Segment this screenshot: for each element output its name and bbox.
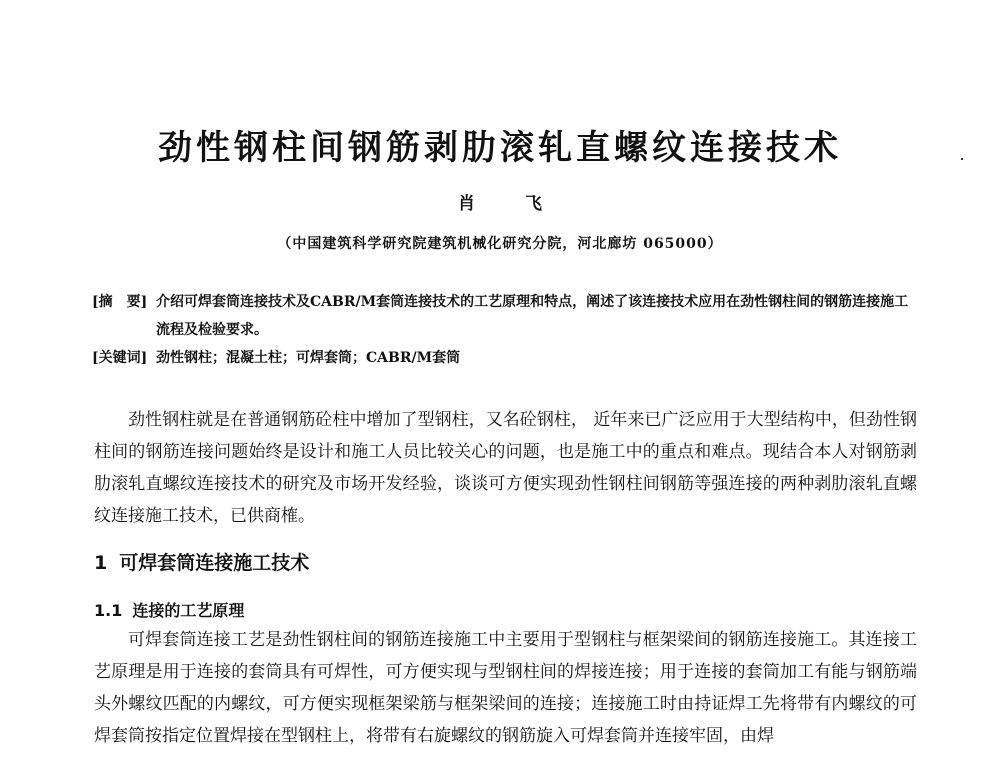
keywords-text: 劲性钢柱；混凝土柱；可焊套筒；CABR/M套筒 (156, 350, 461, 366)
section-title: 可焊套筒连接施工技术 (119, 552, 310, 574)
keywords-label: [关键词] (92, 350, 148, 366)
section-number: 1 (94, 552, 108, 574)
section-heading-1 (94, 548, 309, 575)
intro-paragraph: 劲性钢柱就是在普通钢筋砼柱中增加了型钢柱，又名砼钢柱， 近年来已广泛应用于大型结构中，但劲性钢柱间的钢筋连接问题始终是设计和施工人员比较关心的问题，也是施工中的重点和难点。现结合本人对钢筋剥肋滚轧直螺纹连接技术的研究及市场开发经验，谈谈可方便实现劲性钢柱间钢筋等强连接的两种剥肋滚轧直螺纹连接施工技术，已供商榷。 (94, 410, 917, 526)
subsection-title: 连接的工艺原理 (132, 601, 245, 620)
principle-paragraph: 可焊套筒连接工艺是劲性钢柱间的钢筋连接施工中主要用于型钢柱与框架梁间的钢筋连接施工。其连接工艺原理是用于连接的套筒具有可焊性，可方便实现与型钢柱间的焊接连接；用于连接的套筒加工有能与钢筋端头外螺纹匹配的内螺纹，可方便实现框架梁筋与框架梁间的连接；连接施工时由持证焊工先将带有内螺纹的可焊套筒按指定位置焊接在型钢柱上，将带有右旋螺纹的钢筋旋入可焊套筒并连接牢固，由焊 (94, 630, 917, 746)
scan-speck (961, 158, 963, 160)
paper-title: 劲性钢柱间钢筋剥肋滚轧直螺纹连接技术 (158, 128, 842, 168)
abstract-label: [摘 要] (92, 294, 148, 310)
subsection-number: 1.1 (94, 601, 123, 620)
subsection-heading-1-1 (94, 598, 244, 621)
author-name: 肖 飞 (458, 194, 564, 214)
abstract-text: 介绍可焊套筒连接技术及CABR/M套筒连接技术的工艺原理和特点，阐述了该连接技术应用在劲性钢柱间的钢筋连接施工流程及检验要求。 (156, 294, 909, 338)
author-affiliation: （中国建筑科学研究院建筑机械化研究分院，河北廊坊 065000） (277, 236, 723, 252)
